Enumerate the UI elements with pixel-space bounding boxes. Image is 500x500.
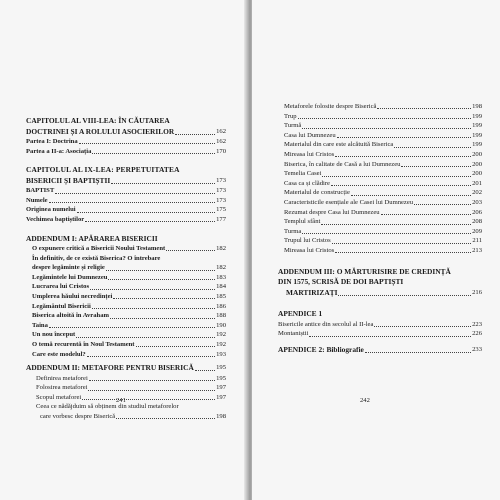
toc-row[interactable]: BAPTIST 173 [26, 187, 226, 195]
addendum-2-heading: ADDENDUM II: METAFORE PENTRU BISERICĂ 195 [26, 363, 226, 373]
toc-row[interactable]: Biserica, în calitate de Casă a lui Dumnezeu 200 [284, 160, 482, 168]
toc-row[interactable]: Materialul din care este alcătuită Biserica 199 [284, 141, 482, 149]
left-page [0, 0, 248, 500]
toc-row[interactable]: Legămintele lui Dumnezeu 183 [32, 273, 226, 281]
toc-row[interactable]: care vorbesc despre Biserică 198 [40, 413, 226, 421]
toc-row[interactable]: Scopul metaforei 197 [36, 393, 226, 401]
toc-row[interactable]: Metaforele folosite despre Biserică 198 [284, 103, 482, 110]
toc-row[interactable]: Legământul Bisericii 186 [32, 302, 226, 310]
toc-row[interactable]: Turmă 199 [284, 122, 482, 130]
toc-row[interactable]: Umplerea hăului necredinței 185 [32, 293, 226, 301]
toc-row[interactable]: Care este modelul? 193 [32, 350, 226, 358]
chapter-9-heading: CAPITOLUL AL IX-LEA: PERPETUITATEA [26, 165, 180, 175]
toc-row[interactable]: Temelia Casei 200 [284, 170, 482, 178]
toc-row[interactable]: Partea I: Doctrina 162 [26, 138, 226, 145]
toc-row[interactable]: Montaniștii 226 [278, 330, 482, 338]
toc-row[interactable]: Mireasa lui Cristos 200 [284, 150, 482, 158]
toc-row[interactable]: Casa ca și clădire 201 [284, 179, 482, 187]
toc-row[interactable]: Rezumat despre Casa lui Dumnezeu 206 [284, 208, 482, 216]
toc-row[interactable]: Casa lui Dumnezeu 199 [284, 131, 482, 139]
chapter-8-heading: CAPITOLUL AL VIII-LEA: ÎN CĂUTAREA [26, 116, 170, 125]
toc-row[interactable]: despre legăminte și religie 182 [32, 264, 226, 272]
appendix-2-heading[interactable]: APENDICE 2: Bibliografie 233 [278, 344, 482, 354]
left-toc [26, 116, 226, 422]
toc-row[interactable]: Un nou început 192 [32, 331, 226, 339]
toc-row[interactable]: Partea a II-a: Asociația 170 [26, 147, 226, 155]
toc-row[interactable]: Taina 190 [32, 321, 226, 329]
toc-row[interactable]: O expunere critică a Bisericii Noului Testament 182 [32, 245, 226, 253]
chapter-8-heading-cont: DOCTRINEI ȘI A ROLULUI ASOCIERILOR 162 [26, 126, 226, 136]
toc-row[interactable]: Caracteristicile esențiale ale Casei lui Dumnezeu 203 [284, 198, 482, 206]
right-page [252, 0, 500, 500]
toc-row[interactable]: Folosirea metaforei 197 [36, 384, 226, 392]
toc-row[interactable]: Mireasa lui Cristos 213 [284, 246, 482, 254]
toc-row[interactable]: Trup 199 [284, 112, 482, 120]
toc-row[interactable]: Biserica altoită în Avraham 188 [32, 312, 226, 320]
toc-row[interactable]: Lucrarea lui Cristos 184 [32, 283, 226, 291]
toc-row[interactable]: Vechimea baptiștilor 177 [26, 215, 226, 223]
toc-row[interactable]: Materialul de construcție 202 [284, 189, 482, 197]
appendix-1-heading: APENDICE 1 [278, 309, 323, 318]
right-toc [278, 102, 482, 355]
toc-row-line[interactable]: În definitiv, de ce există Biserica? O întrebare [32, 254, 161, 262]
addendum-3-heading-cont: DIN 1575, SCRISĂ DE DOI BAPTIȘTI [278, 277, 404, 286]
toc-row[interactable]: Definirea metaforei 195 [36, 374, 226, 382]
toc-row[interactable]: O temă recurentă în Noul Testament 192 [32, 341, 226, 348]
addendum-1-heading: ADDENDUM I: APĂRAREA BISERICII [26, 233, 158, 243]
right-page-number: 242 [360, 397, 370, 404]
toc-row[interactable]: Originea numelui 175 [26, 206, 226, 214]
toc-row[interactable]: Trupul lui Cristos 211 [284, 237, 482, 245]
left-page-number: 241 [116, 397, 126, 404]
toc-row[interactable]: Turma 209 [284, 227, 482, 235]
toc-row[interactable]: Numele 173 [26, 196, 226, 204]
toc-row[interactable]: Templul sfânt 208 [284, 218, 482, 226]
addendum-3-heading-end: MARTIRIZAȚI 216 [286, 287, 482, 297]
addendum-3-heading: ADDENDUM III: O MĂRTURISIRE DE CREDINȚĂ [278, 266, 451, 276]
chapter-9-heading-cont: BISERICII ȘI BAPTIȘTII 173 [26, 175, 226, 185]
toc-row[interactable]: Bisericile antice din secolul al II-lea 223 [278, 320, 482, 328]
toc-row-line[interactable]: Ceea ce nădăjduim să obținem din studiul metaforelor [36, 403, 179, 411]
